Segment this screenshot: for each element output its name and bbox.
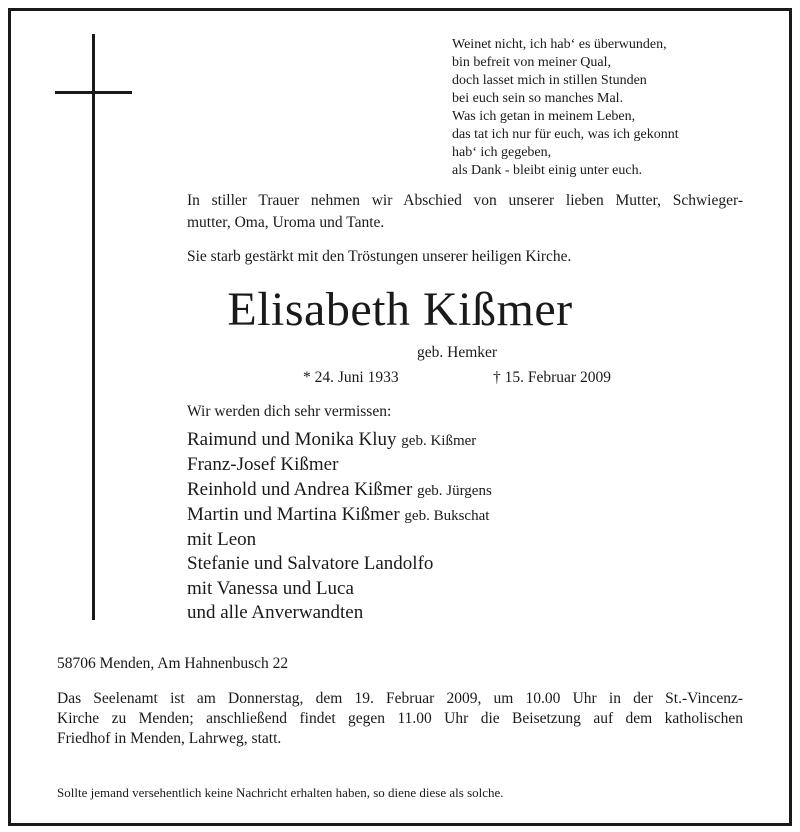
family-member xyxy=(187,552,492,576)
family-member-birth-name: geb. Kißmer xyxy=(401,433,477,449)
address: 58706 Menden, Am Hahnenbusch 22 xyxy=(57,655,289,672)
family-member-name: und alle Anverwandten xyxy=(187,602,364,624)
family-member xyxy=(187,528,492,552)
poem-line: hab‘ ich gegeben, xyxy=(452,145,552,160)
service-paragraph xyxy=(57,689,743,749)
deceased-birth-name: geb. Hemker xyxy=(417,344,498,361)
family-list xyxy=(187,428,492,625)
poem-line: Weinet nicht, ich hab‘ es überwunden, xyxy=(452,37,667,52)
family-member xyxy=(187,577,492,601)
family-member xyxy=(187,453,492,477)
family-member-name: Reinhold und Andrea Kißmer xyxy=(187,478,413,500)
cross-horizontal-bar xyxy=(55,91,132,94)
miss-line: Wir werden dich sehr vermissen: xyxy=(187,403,392,420)
poem-line: bin befreit von meiner Qual, xyxy=(452,55,612,70)
family-member xyxy=(187,503,492,528)
poem-line: doch lasset mich in stillen Stunden xyxy=(452,73,647,88)
intro-line: mutter, Oma, Uroma und Tante. xyxy=(187,214,385,231)
family-member xyxy=(187,601,492,625)
family-member-birth-name: geb. Bukschat xyxy=(404,507,490,524)
closing-note: Sollte jemand versehentlich keine Nachricht erhalten haben, so diene diese als solche. xyxy=(57,785,504,800)
family-member-name: Stefanie und Salvatore Landolfo xyxy=(187,553,434,575)
service-line: Kirche zu Menden; anschließend findet gegen 11.00 Uhr die Beisetzung auf dem katholischen xyxy=(57,710,743,727)
family-member xyxy=(187,428,492,453)
family-member xyxy=(187,478,492,503)
family-member-name: Franz-Josef Kißmer xyxy=(187,454,339,476)
poem-line: bei euch sein so manches Mal. xyxy=(452,91,624,106)
service-line: Das Seelenamt ist am Donnerstag, dem 19. Februar 2009, um 10.00 Uhr in der St.-Vincenz- xyxy=(57,690,743,707)
intro-paragraph xyxy=(187,190,743,234)
poem-line: Was ich getan in meinem Leben, xyxy=(452,109,636,124)
family-member-name: mit Leon xyxy=(187,529,257,551)
poem xyxy=(452,36,679,180)
service-line: Friedhof in Menden, Lahrweg, statt. xyxy=(57,730,282,747)
intro-line: In stiller Trauer nehmen wir Abschied von unserer lieben Mutter, Schwieger- xyxy=(187,192,743,209)
birth-date: * 24. Juni 1933 xyxy=(303,369,399,386)
church-line: Sie starb gestärkt mit den Tröstungen unserer heiligen Kirche. xyxy=(187,248,572,265)
death-date: † 15. Februar 2009 xyxy=(493,369,611,386)
family-member-name: mit Vanessa und Luca xyxy=(187,577,354,599)
deceased-name: Elisabeth Kißmer xyxy=(227,283,573,336)
family-member-birth-name: geb. Jürgens xyxy=(417,482,492,499)
poem-line: das tat ich nur für euch, was ich gekonnt xyxy=(452,127,679,142)
family-member-name: Martin und Martina Kißmer xyxy=(187,503,400,525)
poem-line: als Dank - bleibt einig unter euch. xyxy=(452,163,643,178)
family-member-name: Raimund und Monika Kluy xyxy=(187,429,397,450)
